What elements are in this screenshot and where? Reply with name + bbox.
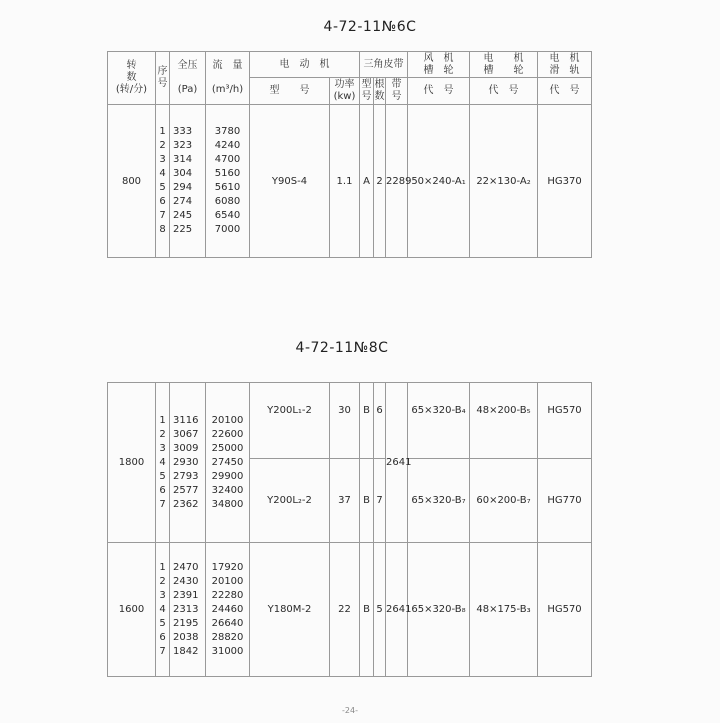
- rail-cell: HG770: [538, 459, 592, 543]
- header-model: 型 号: [250, 78, 330, 105]
- fan-spec-table-8c: [107, 382, 592, 677]
- table-cell: 31000: [211, 645, 244, 657]
- fan-pulley-cell: 65×320-B₇: [408, 459, 470, 543]
- speed-cell: 800: [108, 105, 156, 258]
- belt-type-cell: B: [360, 383, 374, 459]
- belt-count-cell: 6: [374, 383, 386, 459]
- header-speed: 转 数 (转/分): [108, 52, 156, 105]
- belt-no-cell: 2289: [386, 105, 408, 258]
- table-cell: 32400: [211, 484, 244, 496]
- table-cell: 3067: [173, 428, 199, 440]
- table-cell: 3780: [214, 126, 241, 137]
- table-cell: 4240: [214, 140, 241, 151]
- power-cell: 1.1: [330, 105, 360, 258]
- belt-type-cell: B: [360, 543, 374, 677]
- fan-pulley-cell: 65×320-B₄: [408, 383, 470, 459]
- table-row: 1: [159, 126, 166, 137]
- table-row: 6: [159, 196, 166, 207]
- header-fan-pulley: 风 机 槽 轮: [408, 52, 470, 78]
- table-cell: 28820: [211, 631, 244, 643]
- table-cell: 2195: [173, 617, 199, 629]
- header-motor-pulley: 电 机 槽 轮: [470, 52, 538, 78]
- motor-pulley-cell: 60×200-B₇: [470, 459, 538, 543]
- header-flow: 流 量 (m³/h): [206, 52, 250, 105]
- header-code-fan: 代 号: [408, 78, 470, 105]
- table-row: 1: [159, 414, 166, 426]
- table-row: 8: [159, 224, 166, 235]
- belt-type-cell: A: [360, 105, 374, 258]
- table-cell: 6080: [214, 196, 241, 207]
- flow-column: [206, 383, 250, 543]
- table-cell: 24460: [211, 603, 244, 615]
- table-cell: 22280: [211, 589, 244, 601]
- table-cell: 1842: [173, 645, 199, 657]
- table-cell: 245: [173, 210, 193, 221]
- table-cell: 2313: [173, 603, 199, 615]
- seq-column: [156, 543, 170, 677]
- table-cell: 17920: [211, 561, 244, 573]
- table-row: 5: [159, 470, 166, 482]
- motor-pulley-cell: 48×175-B₃: [470, 543, 538, 677]
- header-belt-no: 带 号: [386, 78, 408, 105]
- table-row: 4: [159, 168, 166, 179]
- seq-column: [156, 383, 170, 543]
- table-cell: 225: [173, 224, 193, 235]
- table-row: 5: [159, 617, 166, 629]
- table2-title: 4-72-11№8C: [295, 340, 389, 356]
- table-row: 6: [159, 484, 166, 496]
- table1-title: 4-72-11№6C: [323, 19, 417, 35]
- header-motor: 电 动 机: [250, 52, 360, 78]
- table-cell: 20100: [211, 575, 244, 587]
- belt-count-cell: 7: [374, 459, 386, 543]
- table-row: 3: [159, 442, 166, 454]
- header-code-motor: 代 号: [470, 78, 538, 105]
- belt-type-cell: B: [360, 459, 374, 543]
- belt-count-cell: 5: [374, 543, 386, 677]
- table-row: 2: [159, 575, 166, 587]
- pressure-column: [170, 105, 206, 258]
- rail-cell: HG570: [538, 383, 592, 459]
- motor-pulley-cell: 22×130-A₂: [470, 105, 538, 258]
- table-row: 1: [159, 561, 166, 573]
- belt-count-cell: 2: [374, 105, 386, 258]
- fan-spec-table-6c: [107, 51, 592, 258]
- table-cell: 27450: [211, 456, 244, 468]
- table-cell: 25000: [211, 442, 244, 454]
- header-pressure: 全压 (Pa): [170, 52, 206, 105]
- belt-no-cell: 2641: [386, 383, 408, 543]
- speed-cell: 1600: [108, 543, 156, 677]
- header-seq: 序 号: [156, 52, 170, 105]
- table-cell: 2430: [173, 575, 199, 587]
- table-cell: 2793: [173, 470, 199, 482]
- table-row: 3: [159, 589, 166, 601]
- power-cell: 30: [330, 383, 360, 459]
- table-row: 7: [159, 498, 166, 510]
- table-cell: 274: [173, 196, 193, 207]
- table-cell: 304: [173, 168, 193, 179]
- table-cell: 34800: [211, 498, 244, 510]
- motor-model-cell: Y180M-2: [250, 543, 330, 677]
- header-belt: 三角皮带: [360, 52, 408, 78]
- table-row: 2: [159, 140, 166, 151]
- header-code-rail: 代 号: [538, 78, 592, 105]
- table-cell: 5610: [214, 182, 241, 193]
- pressure-column: [170, 543, 206, 677]
- table-row: 6: [159, 631, 166, 643]
- flow-column: [206, 543, 250, 677]
- fan-pulley-cell: 50×240-A₁: [408, 105, 470, 258]
- motor-pulley-cell: 48×200-B₅: [470, 383, 538, 459]
- header-belt-type: 型 号: [360, 78, 374, 105]
- seq-column: [156, 105, 170, 258]
- header-motor-rail: 电 机 滑 轨: [538, 52, 592, 78]
- table-row: 4: [159, 603, 166, 615]
- table-cell: 294: [173, 182, 193, 193]
- table-cell: 26640: [211, 617, 244, 629]
- motor-model-cell: Y200L₁-2: [250, 383, 330, 459]
- table-cell: 333: [173, 126, 193, 137]
- motor-model-cell: Y200L₂-2: [250, 459, 330, 543]
- table-cell: 323: [173, 140, 193, 151]
- pressure-column: [170, 383, 206, 543]
- table-row: 2: [159, 428, 166, 440]
- table-cell: 3009: [173, 442, 199, 454]
- power-cell: 22: [330, 543, 360, 677]
- speed-cell: 1800: [108, 383, 156, 543]
- page-number: -24-: [342, 706, 358, 715]
- header-power: 功率 (kw): [330, 78, 360, 105]
- table-cell: 22600: [211, 428, 244, 440]
- rail-cell: HG370: [538, 105, 592, 258]
- table-cell: 5160: [214, 168, 241, 179]
- table-cell: 4700: [214, 154, 241, 165]
- table-cell: 3116: [173, 414, 199, 426]
- table-cell: 2038: [173, 631, 199, 643]
- table-cell: 2362: [173, 498, 199, 510]
- table-cell: 20100: [211, 414, 244, 426]
- table-cell: 7000: [214, 224, 241, 235]
- table-row: 7: [159, 645, 166, 657]
- motor-model-cell: Y90S-4: [250, 105, 330, 258]
- table-row: 7: [159, 210, 166, 221]
- table-row: 3: [159, 154, 166, 165]
- belt-no-cell: 2641: [386, 543, 408, 677]
- fan-pulley-cell: 65×320-B₈: [408, 543, 470, 677]
- table-cell: 2930: [173, 456, 199, 468]
- table-cell: 2391: [173, 589, 199, 601]
- header-belt-count: 根 数: [374, 78, 386, 105]
- table-cell: 29900: [211, 470, 244, 482]
- table-cell: 2470: [173, 561, 199, 573]
- table-cell: 6540: [214, 210, 241, 221]
- flow-column: [206, 105, 250, 258]
- power-cell: 37: [330, 459, 360, 543]
- table-row: 4: [159, 456, 166, 468]
- table-row: 5: [159, 182, 166, 193]
- table-cell: 314: [173, 154, 193, 165]
- table-cell: 2577: [173, 484, 199, 496]
- rail-cell: HG570: [538, 543, 592, 677]
